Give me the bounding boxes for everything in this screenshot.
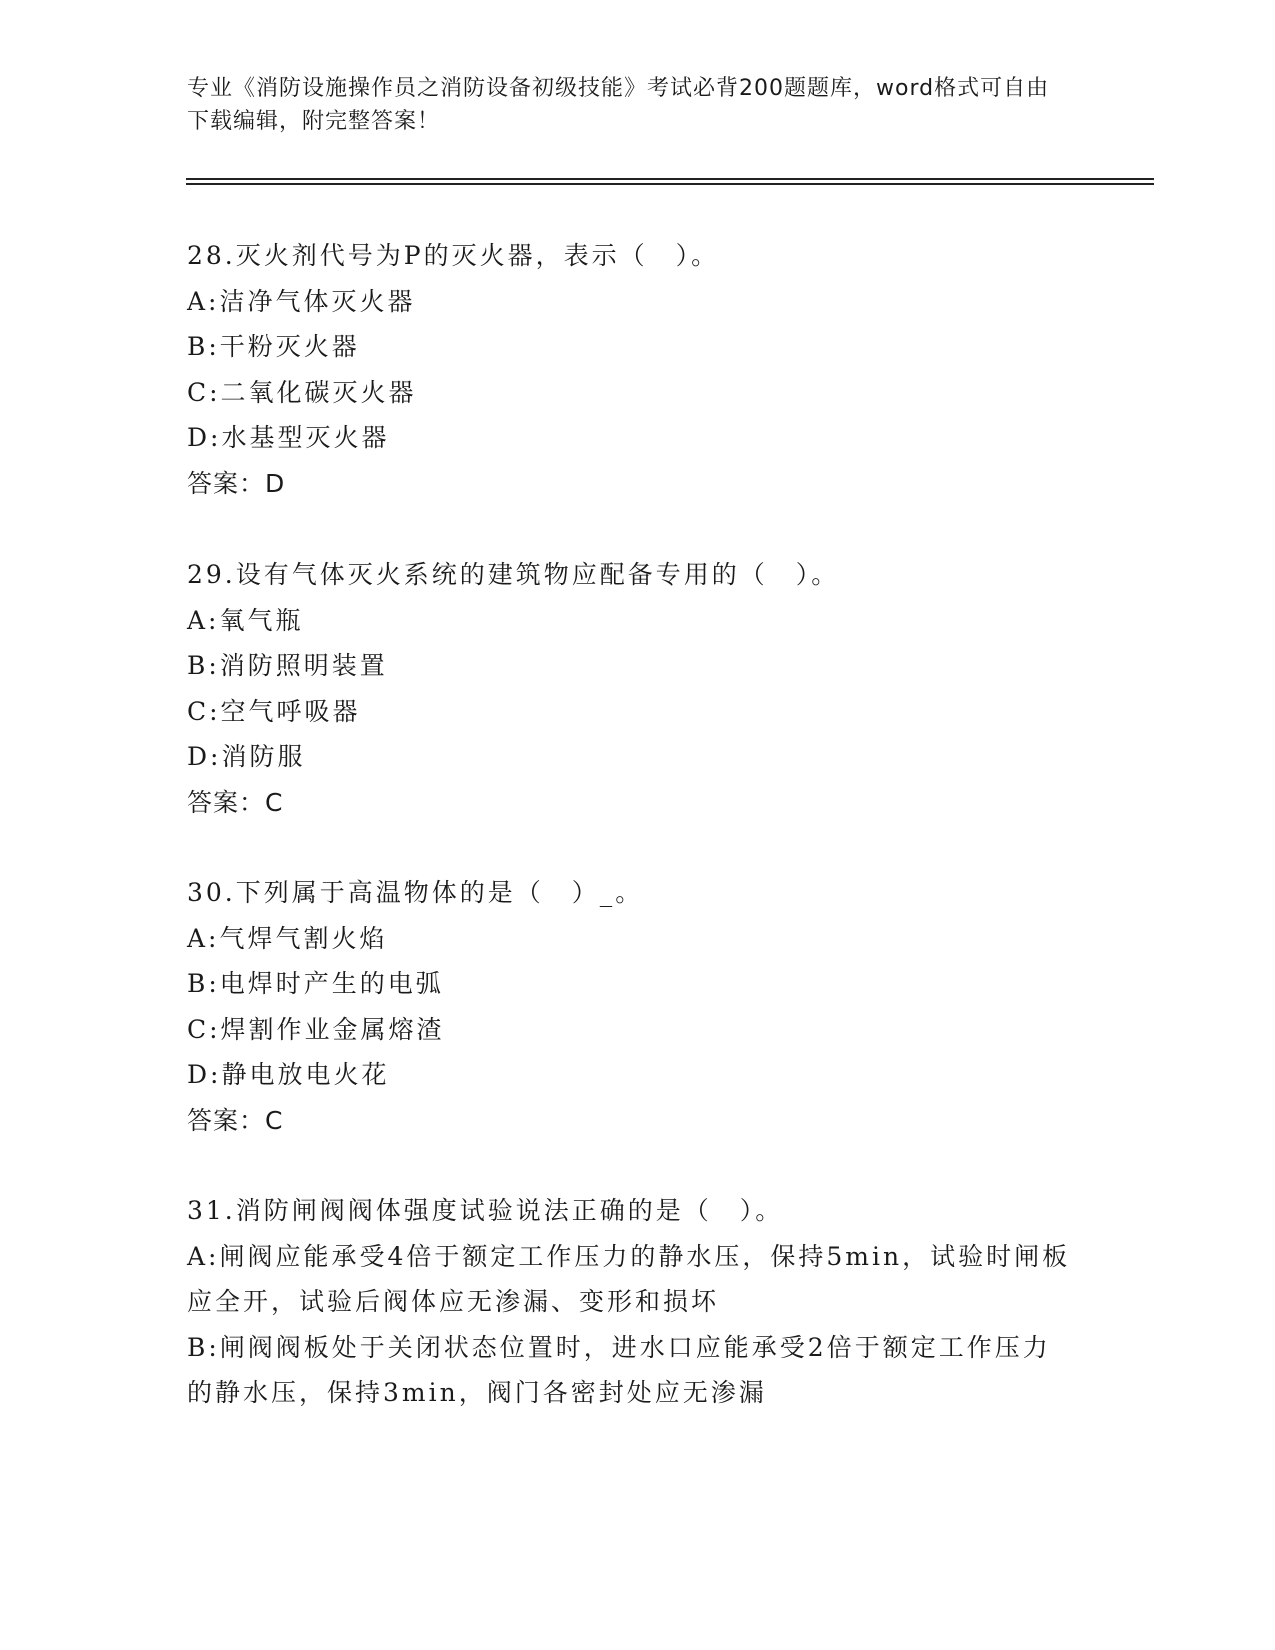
- option-b: B:闸阀阀板处于关闭状态位置时，进水口应能承受2倍于额定工作压力的静水压，保持3min，阀门各密封处应无渗漏: [187, 1332, 1051, 1407]
- option-b: B:干粉灭火器: [187, 332, 360, 361]
- answer-label: 答案：C: [187, 787, 284, 817]
- option-d: D:水基型灭火器: [187, 423, 390, 452]
- option-c: C:焊割作业金属熔渣: [187, 1014, 445, 1044]
- question-31: [187, 1188, 1087, 1416]
- option-c: C:二氧化碳灭火器: [187, 377, 417, 407]
- question-stem: 31.消防闸阀阀体强度试验说法正确的是（ ）。: [187, 1196, 784, 1225]
- answer-label: 答案：C: [187, 1105, 284, 1135]
- answer-label: 答案：D: [187, 468, 286, 498]
- option-a: A:氧气瓶: [187, 605, 304, 635]
- question-30: [187, 870, 1087, 1143]
- question-stem: 30.下列属于高温物体的是（ ）_。: [187, 878, 644, 907]
- document-header: 专业《消防设施操作员之消防设备初级技能》考试必背200题题库，word格式可自由下载编辑，附完整答案！: [187, 76, 1050, 134]
- question-stem: 29.设有气体灭火系统的建筑物应配备专用的（ ）。: [187, 560, 840, 589]
- option-d: D:静电放电火花: [187, 1060, 390, 1089]
- option-b: B:电焊时产生的电弧: [187, 969, 444, 998]
- option-a: A:闸阀应能承受4倍于额定工作压力的静水压，保持5min，试验时闸板应全开，试验后阀体应无渗漏、变形和损坏: [187, 1241, 1071, 1316]
- question-stem: 28.灭火剂代号为P的灭火器，表示（ ）。: [187, 241, 720, 270]
- option-a: A:气焊气割火焰: [187, 923, 388, 953]
- option-d: D:消防服: [187, 742, 306, 771]
- header-divider-top: [186, 178, 1154, 180]
- header-divider-bottom: [186, 183, 1154, 185]
- option-a: A:洁净气体灭火器: [187, 286, 416, 316]
- option-c: C:空气呼吸器: [187, 696, 361, 726]
- question-29: [187, 552, 1087, 825]
- option-b: B:消防照明装置: [187, 651, 388, 680]
- question-28: [187, 233, 1087, 506]
